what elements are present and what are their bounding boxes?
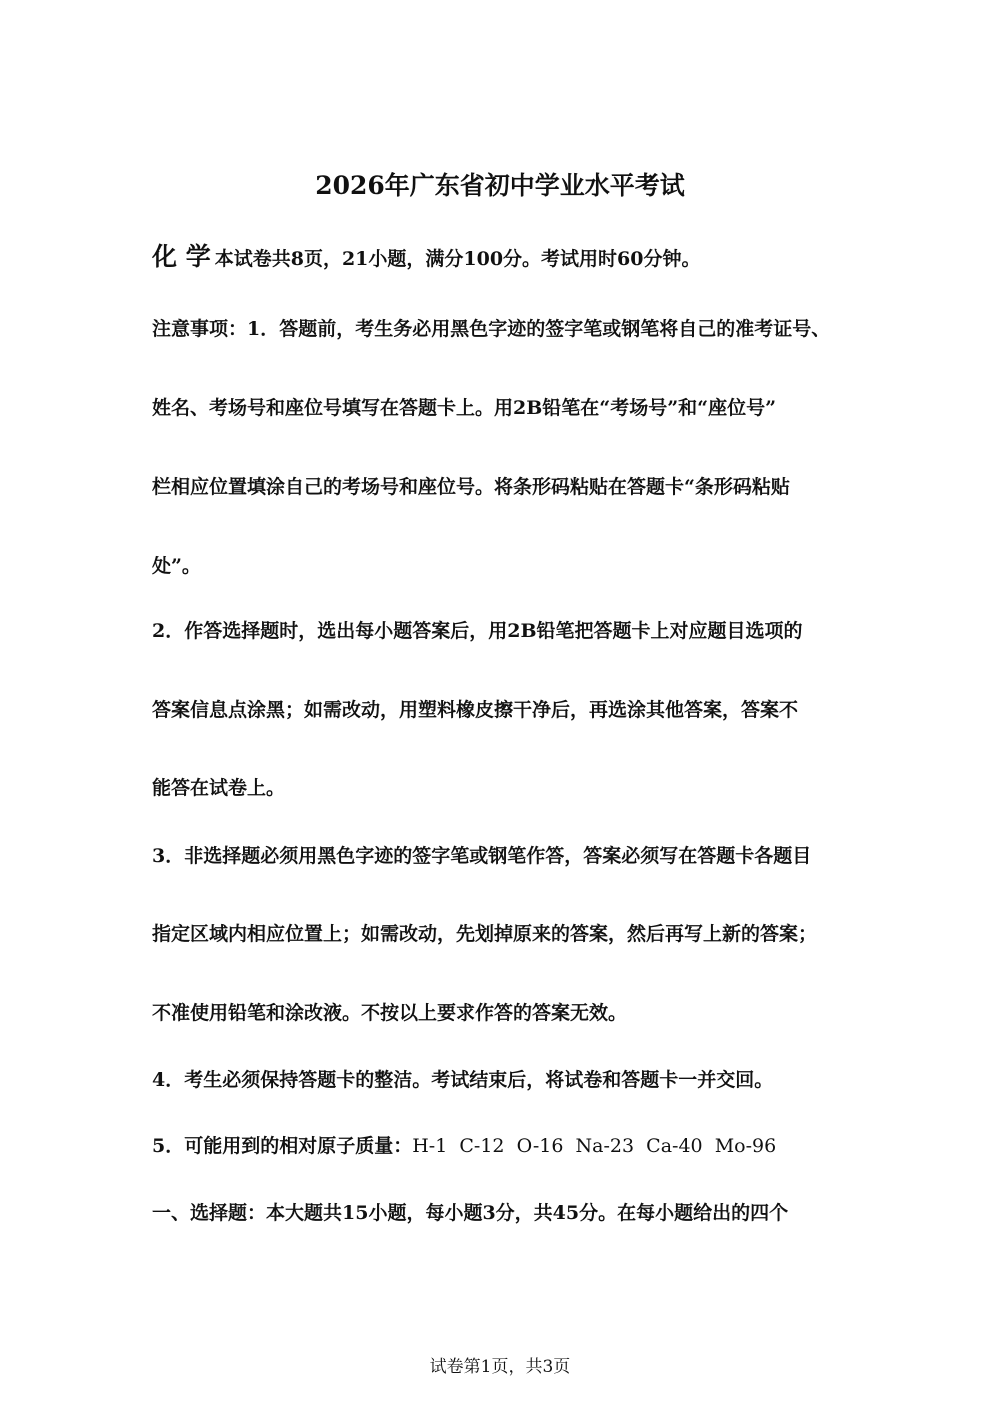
notice-line-6: 答案信息点涂黑；如需改动，用塑料橡皮擦干净后，再选涂其他答案，答案不 — [152, 699, 799, 721]
section-heading: 一、选择题：本大题共15小题，每小题3分，共45分。在每小题给出的四个 — [152, 1202, 789, 1224]
atomic-mass-values: H-1 C-12 O-16 Na-23 Ca-40 Mo-96 — [412, 1135, 777, 1157]
atomic-mass-label: 5．可能用到的相对原子质量： — [152, 1135, 413, 1157]
notice-line-3: 栏相应位置填涂自己的考场号和座位号。将条形码粘贴在答题卡“条形码粘贴 — [152, 476, 790, 498]
subject-line — [152, 244, 872, 272]
exam-info: 本试卷共8页，21小题，满分100分。考试用时60分钟。 — [214, 248, 701, 270]
notice-line-2: 姓名、考场号和座位号填写在答题卡上。用2B铅笔在“考场号”和“座位号” — [152, 397, 776, 419]
page-footer: 试卷第1页，共3页 — [429, 1357, 571, 1377]
notice-line-1: 注意事项：1．答题前，考生务必用黑色字迹的签字笔或钢笔将自己的准考证号、 — [152, 318, 831, 340]
subject-label: 化 学 — [152, 242, 211, 271]
notice-line-9: 指定区域内相应位置上；如需改动，先划掉原来的答案，然后再写上新的答案； — [152, 923, 818, 945]
notice-line-11: 4．考生必须保持答题卡的整洁。考试结束后，将试卷和答题卡一并交回。 — [152, 1069, 774, 1091]
exam-title: 2026年广东省初中学业水平考试 — [315, 171, 685, 200]
notice-line-10: 不准使用铅笔和涂改液。不按以上要求作答的答案无效。 — [152, 1002, 628, 1024]
notice-line-7: 能答在试卷上。 — [152, 777, 286, 799]
notice-line-4: 处”。 — [152, 555, 201, 577]
atomic-mass-line — [152, 1133, 872, 1159]
notice-line-5: 2．作答选择题时，选出每小题答案后，用2B铅笔把答题卡上对应题目选项的 — [152, 620, 803, 642]
notice-line-8: 3．非选择题必须用黑色字迹的签字笔或钢笔作答，答案必须写在答题卡各题目 — [152, 845, 812, 867]
